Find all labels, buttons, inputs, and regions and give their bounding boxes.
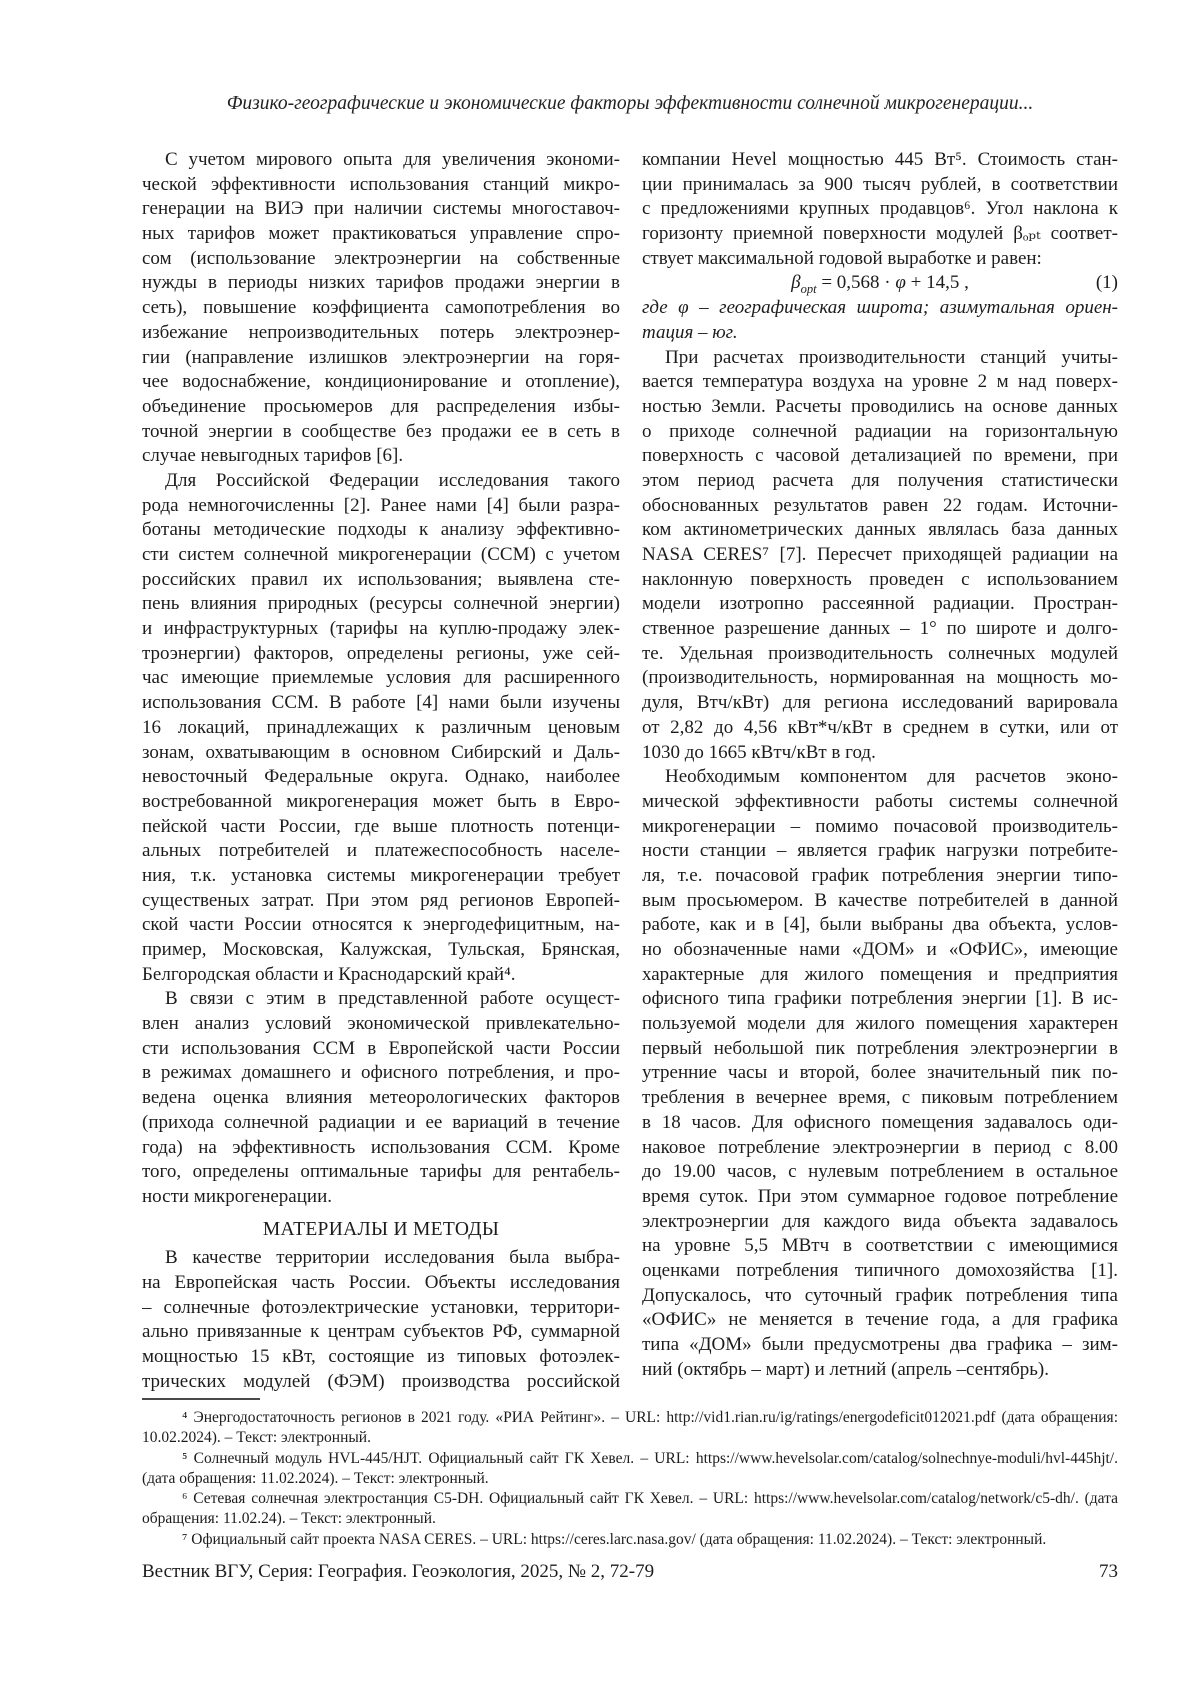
text-line: нужды в периоды низких тарифов продажи энергии в — [142, 272, 620, 294]
column-right — [642, 148, 1118, 1394]
text-line: ных тарифов может практиковаться управление спро- — [142, 223, 620, 245]
text-line: и инфраструктурных (тарифы на куплю-продажу элек- — [142, 618, 620, 640]
text-line: поверхность с часовой детализацией по времени, при — [642, 445, 1118, 467]
footnote — [142, 1449, 1118, 1490]
footnote — [142, 1489, 1118, 1530]
text-line: обоснованных результатов равен 22 годам. Источни- — [642, 494, 1118, 516]
text-line: модели изотропно рассеянной радиации. Простран- — [642, 593, 1118, 615]
beta-symbol: β — [791, 272, 801, 294]
text-line: ком актинометрических данных являлась база данных — [642, 519, 1118, 541]
text-line: рода немногочисленны [2]. Ранее нами [4] были разра- — [142, 494, 620, 516]
text-line: те. Удельная производительность солнечных модулей — [642, 642, 1118, 664]
equation-tail: + 14,5 , — [905, 272, 969, 294]
text-line: ческой эффективности использования станций микро- — [142, 173, 620, 195]
section-heading: МАТЕРИАЛЫ И МЕТОДЫ — [262, 1218, 500, 1240]
text-line: «ОФИС» не меняется в течение года, а для графика — [642, 1309, 1118, 1331]
page-number: 73 — [1099, 1561, 1118, 1582]
text-line: объединение просьюмеров для распределения избы- — [142, 395, 620, 417]
text-line: типа «ДОМ» были предусмотрены два графика – зим- — [642, 1334, 1118, 1355]
text-line: утренние часы и второй, более значительный пик по- — [642, 1062, 1118, 1084]
running-head: Физико-географические и экономические факторы эффективности солнечной микрогенерации... — [226, 93, 1034, 114]
text-line: в режимах домашнего и офисного потребления, и про- — [142, 1062, 620, 1084]
text-line: трических модулей (ФЭМ) производства российской — [142, 1370, 620, 1392]
text-line: ально привязанные к центрам субъектов РФ, суммарной — [142, 1321, 620, 1343]
footnotes — [142, 1408, 1118, 1550]
text-line: (производительность, нормированная на мощность мо- — [642, 667, 1118, 689]
text-line: вается температура воздуха на уровне 2 м над поверх- — [642, 371, 1118, 393]
text-line: использования ССМ. В работе [4] нами были изучены — [142, 692, 620, 714]
text-line: от 2,82 до 4,56 кВт*ч/кВт в среднем в сутки, или от — [642, 716, 1118, 738]
text-line: 16 локаций, принадлежащих к различным ценовым — [142, 716, 620, 738]
footnote-separator — [142, 1398, 260, 1400]
text-line: вым просьюмером. В качестве потребителей в данной — [642, 889, 1118, 911]
text-line: офисного типа графики потребления энергии [1]. В ис- — [642, 988, 1118, 1010]
text-line: время суток. При этом суммарное годовое потребление — [642, 1185, 1118, 1207]
text-line: ботаны методические подходы к анализу эффективно- — [142, 519, 620, 541]
text-line: ции принималась за 900 тысяч рублей, в соответствии — [642, 173, 1118, 195]
text-line: дуля, Втч/кВт) для региона исследований варировала — [642, 692, 1118, 714]
text-line: ственное разрешение данных – 1° по широте и долго- — [642, 618, 1118, 640]
text-line: NASA CERES⁷ [7]. Пересчет приходящей радиации на — [642, 544, 1118, 565]
footnote-line: обращения: 11.02.24). – Текст: электронный. — [142, 1510, 436, 1528]
text-line: пользуемой модели для жилого помещения характерен — [642, 1013, 1118, 1035]
text-line: невосточный Федеральные округа. Однако, наиболее — [142, 766, 620, 788]
text-line: на уровне 5,5 МВтч в соответствии с имеющимися — [642, 1235, 1118, 1257]
column-left — [142, 148, 620, 1394]
text-line: ля, т.е. почасовой график потребления энергии типо- — [642, 864, 1118, 886]
text-line: – солнечные фотоэлектрические установки, территори- — [142, 1296, 620, 1318]
footnote — [142, 1408, 1118, 1449]
text-line: альных потребителей и платежеспособность населе- — [142, 840, 620, 862]
text-line: ведена оценка влияния метеорологических факторов — [142, 1087, 620, 1109]
text-line: троэнергии) факторов, определены регионы, уже сей- — [142, 642, 620, 664]
text-line: компании Hevel мощностью 445 Вт⁵. Стоимость стан- — [642, 149, 1118, 170]
text-line: работе, как и в [4], были выбраны два объекта, услов- — [642, 914, 1118, 936]
text-line: Белгородская области и Краснодарский край⁴. — [142, 963, 516, 985]
text-line: того, определены оптимальные тарифы для рентабель- — [142, 1161, 620, 1183]
text-line: В связи с этим в представленной работе осущест- — [165, 988, 620, 1010]
text-line: но обозначенные нами «ДОМ» и «ОФИС», имеющие — [642, 939, 1118, 960]
text-line: пень влияния природных (ресурсы солнечной энергии) — [142, 593, 620, 615]
text-line: пейской части России, где выше плотность потенци- — [142, 815, 620, 837]
text-line: В качестве территории исследования была выбра- — [165, 1247, 620, 1269]
text-line: ний (октябрь – март) и летний (апрель –сентябрь). — [642, 1358, 1050, 1380]
text-line: ния, т.к. установка системы микрогенерации требует — [142, 864, 620, 886]
text-line: в 18 часов. Для офисного помещения задавалось оди- — [642, 1111, 1118, 1133]
text-line: сеть), повышение коэффициента самопотребления во — [142, 297, 620, 319]
footnote-line: (дата обращения: 11.02.2024). – Текст: электронный. — [142, 1469, 489, 1487]
text-line: ности микрогенерации. — [142, 1185, 332, 1207]
text-line: Для Российской Федерации исследования такого — [165, 469, 620, 491]
text-line: гии (направление излишков электроэнергии на горя- — [142, 346, 620, 368]
phi-symbol: φ — [895, 272, 906, 294]
text-line: сти использования ССМ в Европейской части России — [142, 1037, 620, 1059]
footnote-line: ⁷ Официальный сайт проекта NASA CERES. – URL: https://ceres.larc.nasa.gov/ (дата обращения: 11.02.2024). – Текст: электронный. — [182, 1530, 1047, 1548]
text-line: сти систем солнечной микрогенерации (ССМ) с учетом — [142, 544, 620, 565]
text-line: зонам, охватывающим в основном Сибирский и Даль- — [142, 741, 620, 763]
journal-citation: Вестник ВГУ, Серия: География. Геоэкология, 2025, № 2, 72-79 — [142, 1561, 655, 1582]
text-line: час имеющие приемлемые условия для расширенного — [142, 667, 620, 689]
page-footer — [142, 1560, 1118, 1584]
text-line: пример, Московская, Калужская, Тульская, Брянская, — [142, 939, 620, 960]
text-line: наклонную поверхность проведен с использованием — [642, 568, 1118, 590]
footnote-line: ⁶ Сетевая солнечная электростанция С5-DH. Официальный сайт ГК Хевел. – URL: https://www.hevelsolar.com/catalog/network/c5-dh/. (дата — [182, 1490, 1118, 1508]
text-line: мической эффективности работы системы солнечной — [642, 790, 1118, 812]
text-line: сом (использование электроэнергии на собственные — [142, 247, 620, 269]
text-line: требления в вечернее время, с пиковым потреблением — [642, 1087, 1118, 1109]
text-line: востребованной микрогенерация может быть в Евро- — [142, 790, 620, 812]
text-line: ской части России относятся к энергодефицитным, на- — [142, 914, 620, 936]
text-line: 1030 до 1665 кВтч/кВт в год. — [642, 741, 876, 763]
text-line: случае невыгодных тарифов [6]. — [142, 445, 404, 467]
text-line: ности станции – является график нагрузки потребите- — [642, 840, 1118, 862]
text-line: этом период расчета для получения статистически — [642, 469, 1118, 491]
text-line: оценками потребления типичного домохозяйства [1]. — [642, 1259, 1118, 1281]
text-line: характерные для жилого помещения и предприятия — [642, 963, 1118, 985]
beta-subscript: opt — [800, 282, 817, 297]
footnote-line: ⁴ Энергодостаточность регионов в 2021 году. «РИА Рейтинг». – URL: http://vid1.rian.ru/ig/ratings/energodeficit012021.pdf (дата обращения: — [182, 1409, 1118, 1426]
text-line: чее водоснабжение, кондиционирование и отопление), — [142, 371, 620, 393]
text-line: микрогенерации – помимо почасовой производитель- — [642, 815, 1118, 837]
text-line: горизонту приемной поверхности модулей βₒₚₜ соответ- — [642, 223, 1118, 245]
text-line: года) на эффективность использования ССМ. Кроме — [142, 1136, 620, 1158]
text-line: российских правил их использования; выявлена сте- — [142, 568, 620, 590]
text-line: избежание непроизводительных потерь электроэнер- — [142, 321, 620, 343]
footnote-line: 10.02.2024). – Текст: электронный. — [142, 1429, 371, 1447]
text-line: ностью Земли. Расчеты проводились на основе данных — [642, 395, 1118, 417]
text-line: первый небольшой пик потребления электроэнергии в — [642, 1037, 1118, 1059]
footnote — [142, 1530, 1118, 1550]
text-line: тация – юг. — [642, 321, 738, 343]
equation-number: (1) — [1095, 272, 1118, 294]
equation-body — [791, 272, 969, 297]
equation — [642, 271, 1118, 296]
text-line: с предложениями крупных продавцов⁶. Угол наклона к — [642, 198, 1118, 220]
text-line: наковое потребление электроэнергии в период с 8.00 — [642, 1136, 1118, 1158]
text-line: о приходе солнечной радиации на горизонтальную — [642, 420, 1118, 442]
text-line: на Европейская часть России. Объекты исследования — [142, 1271, 620, 1293]
text-line: генерации на ВИЭ при наличии системы многоставоч- — [142, 198, 620, 220]
text-line: точной энергии в сообществе без продажи ее в сеть в — [142, 420, 620, 442]
equation-mid: = 0,568 · — [816, 272, 896, 294]
footnote-line: ⁵ Солнечный модуль HVL-445/HJT. Официальный сайт ГК Хевел. – URL: https://www.hevelsolar.com/catalog/solnechnye-moduli/hvl-445hjt/. — [182, 1449, 1118, 1467]
text-line: мощностью 15 кВт, состоящие из типовых фотоэлек- — [142, 1346, 620, 1368]
text-line: С учетом мирового опыта для увеличения экономи- — [165, 149, 620, 170]
text-line: электроэнергии для каждого вида объекта задавалось — [642, 1210, 1118, 1232]
text-line: При расчетах производительности станций учиты- — [665, 346, 1118, 368]
text-line: Необходимым компонентом для расчетов эконо- — [665, 766, 1118, 788]
text-line: влен анализ условий экономической привлекательно- — [142, 1013, 620, 1035]
text-line: (прихода солнечной радиации и ее вариаций в течение — [142, 1111, 620, 1133]
text-line: где φ – географическая широта; азимутальная ориен- — [642, 297, 1118, 319]
text-line: Допускалось, что суточный график потребления типа — [642, 1284, 1118, 1306]
text-line: до 19.00 часов, с нулевым потреблением в остальное — [642, 1161, 1118, 1183]
text-line: существеных затрат. При этом ряд регионов Европей- — [142, 889, 620, 911]
text-line: ствует максимальной годовой выработке и равен: — [642, 247, 1042, 269]
article-body — [142, 148, 1118, 1394]
